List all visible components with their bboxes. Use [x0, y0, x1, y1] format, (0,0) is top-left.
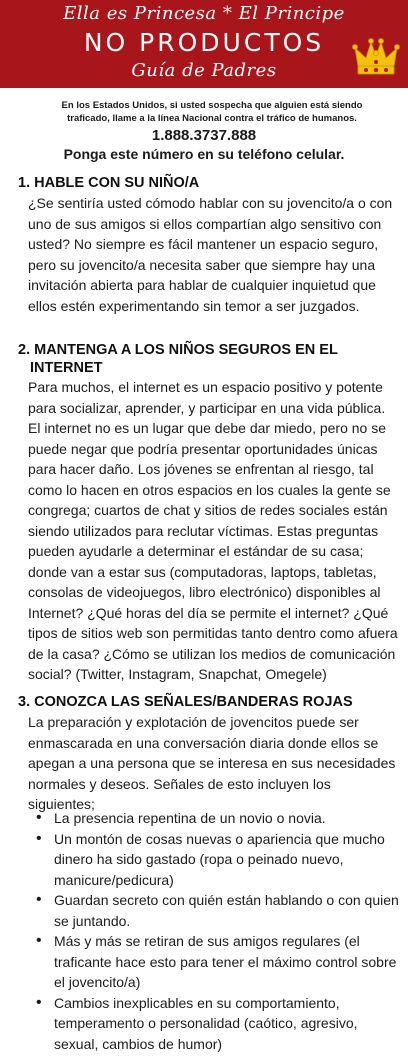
banner-top-line — [0, 4, 408, 24]
banner-princesa-text: Ella es Princesa — [63, 3, 217, 24]
list-item: • Guardan secreto con quién están hablando o con quien se juntando. — [36, 890, 402, 931]
hotline-number: 1.888.3737.888 — [151, 127, 257, 144]
section-2-body: Para muchos, el internet es un espacio positivo y potente para socializar, aprender, y participar en una vida pública. El internet no es un lugar que debe dar miedo, pero no se puede negar que podría presentar oportunidades únicas para hacer daño. Los jóvenes se enfrentan al riesgo, tal como lo hacen en otros espacios en los cuales la gente se congrega; cuartos de chat y sitios de redes sociales están siendo utilizados para reclutar víctimas. Estas preguntas pueden ayudarle a determinar el estándar de su casa; donde van a estar sus (computadoras, laptops, tabletas, consolas de videojuegos, libro electrónico) disponibles al Internet? ¿Qué horas del día se permite el internet? ¿Qué tipos de sitios web son permitidas tanto dentro como afuera de la casa? ¿Cómo se utilizan los medios de comunicación social? (Twitter, Instagram, Snapchat, Omegele) — [28, 379, 398, 682]
list-item: • Un montón de cosas nuevas o apariencia que mucho dinero ha sido gastado (ropa o peinado nuevo, manicure/pedicura) — [36, 829, 402, 891]
section-3-body: La preparación y explotación de jovencitos puede ser enmascarada en una conversación diaria donde ellos se apegan a una persona que se interesa en sus necesidades normales y deseos. Señales de esto incluyen los siguientes; — [28, 714, 396, 812]
section-1-title: 1. HABLE CON SU NIÑO/A — [18, 175, 200, 191]
crown-icon — [352, 36, 400, 80]
list-item: • Más y más se retiran de sus amigos regulares (el traficante hace esto para tener el máximo control sobre el jovencito/a) — [36, 931, 402, 993]
section-2-title-line2: INTERNET — [30, 360, 103, 376]
section-3-title: 3. CONOZCA LAS SEÑALES/BANDERAS ROJAS — [18, 694, 353, 710]
hotline-note: Ponga este número en su teléfono celular. — [63, 146, 345, 162]
section-2-title-line1: 2. MANTENGA A LOS NIÑOS SEGUROS EN EL — [18, 342, 338, 358]
section-1-body: ¿Se sentiría usted cómodo hablar con su jovencito/a o con uno de sus amigos si ellos compartían algo sensitivo con usted? No siempre es fácil mantener un espacio seguro, pero su jovencito/a necesita saber que siempre hay una invitación abierta para hablar de cualquier inquietud que ellos estén experimentando sin temor a ser juzgados. — [28, 195, 393, 314]
section-2-title — [18, 341, 398, 377]
list-item: • La presencia repentina de un novio o novia. — [36, 808, 402, 829]
header-banner — [0, 0, 408, 88]
banner-principe-text: El Principe — [238, 3, 345, 24]
intro-text: En los Estados Unidos, si usted sospecha que alguien está siendo traficado, llame a la línea Nacional contra el tráfico de humanos. — [61, 100, 363, 124]
list-item: • Cambios inexplicables en su comportamiento, temperamento o personalidad (caótico, agresivo, sexual, cambios de humor) — [36, 993, 402, 1055]
banner-title: NO PRODUCTOS — [83, 28, 325, 57]
red-flags-list — [36, 808, 402, 1054]
banner-subtitle: Guía de Padres — [131, 60, 277, 81]
banner-separator: * — [222, 3, 233, 24]
